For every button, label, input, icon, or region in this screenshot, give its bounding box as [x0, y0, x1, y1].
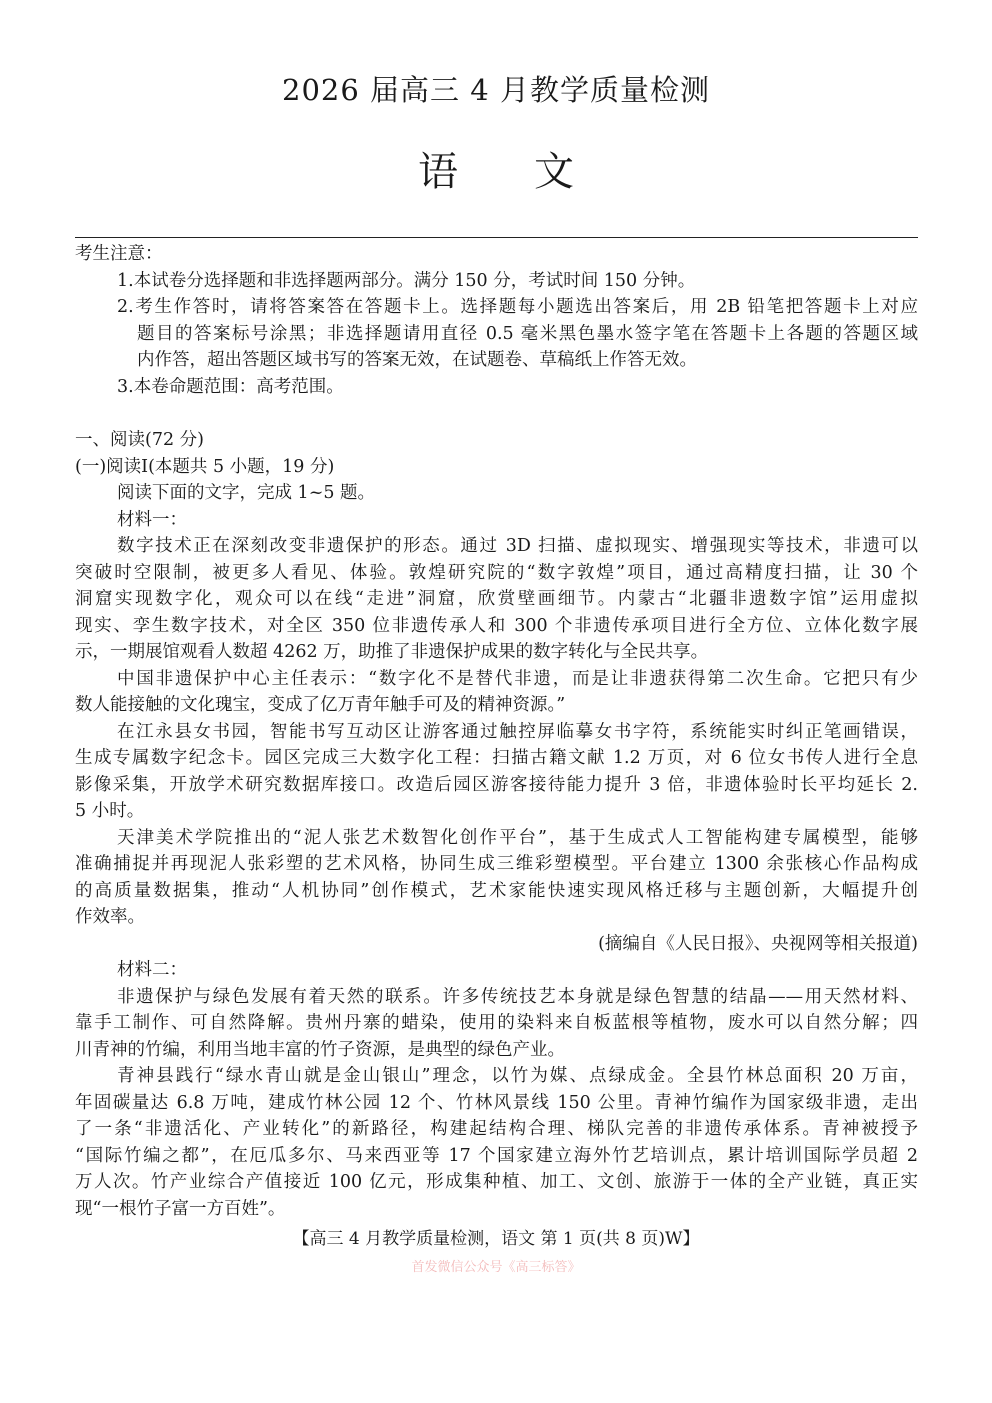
- document-body: [75, 241, 918, 1222]
- subject-char: 语: [418, 149, 458, 195]
- material2-label: 材料二：: [117, 960, 187, 980]
- text-line: 5 小时。: [75, 801, 145, 821]
- section-heading: 一、阅读(72 分): [75, 430, 204, 450]
- text-line: 洞窟实现数字化，观众可以在线“走进”洞窟，欣赏壁画细节。内蒙古“北疆非遗数字馆”运用虚拟: [75, 589, 918, 609]
- material1-label: 材料一：: [117, 509, 187, 530]
- exam-title: 2026 届高三 4 月教学质量检测: [282, 73, 710, 107]
- text-line: 川青神的竹编，利用当地丰富的竹子资源，是典型的绿色产业。: [75, 1039, 565, 1060]
- text-line: 影像采集，开放学术研究数据库接口。改造后园区游客接待能力提升 3 倍，非遗体验时长平均延长 2.: [75, 774, 918, 795]
- text-line: 年固碳量达 6.8 万吨，建成竹林公园 12 个、竹林风景线 150 公里。青神竹编作为国家级非遗，走出: [75, 1092, 918, 1113]
- paragraph: [75, 719, 918, 825]
- text-line: 青神县践行“绿水青山就是金山银山”理念，以竹为媒、点绿成金。全县竹林总面积 20 万亩，: [117, 1066, 918, 1086]
- text-line: 数字技术正在深刻改变非遗保护的形态。通过 3D 扫描、虚拟现实、增强现实等技术，非遗可以: [117, 536, 918, 556]
- paragraph: [75, 268, 918, 295]
- text-line: 靠手工制作、可自然降解。贵州丹寨的蜡染，使用的染料来自板蓝根等植物，废水可以自然分解；四: [75, 1013, 918, 1033]
- text-line: 万人次。竹产业综合产值接近 100 亿元，形成集种植、加工、文创、旅游于一体的全产业链，真正实: [75, 1172, 918, 1192]
- watermark: 首发微信公众号《高三标答》: [411, 1260, 581, 1275]
- text-line: 准确捕捉并再现泥人张彩塑的艺术风格，协同生成三维彩塑模型。平台建立 1300 余张核心作品构成: [75, 854, 918, 874]
- material1: [75, 533, 918, 931]
- subject-char: 文: [534, 149, 574, 195]
- subject-title: [0, 140, 992, 197]
- text-line: 3.本卷命题范围：高考范围。: [117, 376, 344, 397]
- text-line: 数人能接触的文化瑰宝，变成了亿万青年触手可及的精神资源。”: [75, 695, 566, 715]
- text-line: 中国非遗保护中心主任表示：“数字化不是替代非遗，而是让非遗获得第二次生命。它把只有少: [117, 668, 918, 689]
- paragraph: [75, 825, 918, 931]
- text-line: 题目的答案标号涂黑；非选择题请用直径 0.5 毫米黑色墨水签字笔在答题卡上各题的答题区域: [137, 323, 918, 344]
- text-line: 的高质量数据集，推动“人机协同”创作模式，艺术家能快速实现风格迁移与主题创新，大幅提升创: [75, 880, 918, 901]
- material1-source: (摘编自《人民日报》、央视网等相关报道): [598, 933, 918, 954]
- instruction: 阅读下面的文字，完成 1~5 题。: [117, 483, 376, 503]
- text-line: 生成专属数字纪念卡。园区完成三大数字化工程：扫描古籍文献 1.2 万页，对 6 位女书传人进行全息: [75, 748, 918, 768]
- text-line: 了一条“非遗活化、产业转化”的新路径，构建起结构合理、梯队完善的非遗传承体系。青神被授予: [75, 1119, 918, 1139]
- notice-list: [75, 268, 918, 401]
- text-line: 现“一根竹子富一方百姓”。: [75, 1198, 286, 1219]
- text-line: 天津美术学院推出的“泥人张艺术数智化创作平台”，基于生成式人工智能构建专属模型，能够: [117, 827, 918, 848]
- notice-heading: 考生注意：: [75, 244, 163, 264]
- text-line: 现实、孪生数字技术，对全区 350 位非遗传承人和 300 个非遗传承项目进行全方位、立体化数字展: [75, 615, 918, 636]
- text-line: 示，一期展馆观看人数超 4262 万，助推了非遗保护成果的数字转化与全民共享。: [75, 642, 709, 662]
- paragraph: [75, 533, 918, 666]
- text-line: 内作答，超出答题区域书写的答案无效，在试题卷、草稿纸上作答无效。: [137, 350, 697, 370]
- text-line: 2.考生作答时，请将答案答在答题卡上。选择题每小题选出答案后，用 2B 铅笔把答题卡上对应: [117, 297, 918, 317]
- paragraph: [75, 374, 918, 401]
- page-footer: 【高三 4 月教学质量检测，语文 第 1 页(共 8 页)W】: [292, 1229, 700, 1249]
- paragraph: [75, 666, 918, 719]
- text-line: 突破时空限制，被更多人看见、体验。敦煌研究院的“数字敦煌”项目，通过高精度扫描，让 30 个: [75, 562, 918, 583]
- text-line: 1.本试卷分选择题和非选择题两部分。满分 150 分，考试时间 150 分钟。: [117, 270, 696, 291]
- subsection-heading: (一)阅读Ⅰ(本题共 5 小题，19 分): [75, 456, 335, 477]
- text-line: 作效率。: [75, 907, 145, 927]
- paragraph: [75, 1063, 918, 1222]
- text-line: “国际竹编之都”，在厄瓜多尔、马来西亚等 17 个国家建立海外竹艺培训点，累计培训国际学员超 2: [75, 1145, 918, 1166]
- material2: [75, 984, 918, 1223]
- paragraph: [75, 984, 918, 1064]
- text-line: 在江永县女书园，智能书写互动区让游客通过触控屏临摹女书字符，系统能实时纠正笔画错误，: [117, 721, 918, 742]
- text-line: 非遗保护与绿色发展有着天然的联系。许多传统技艺本身就是绿色智慧的结晶——用天然材料、: [117, 986, 918, 1007]
- header-divider: [75, 237, 918, 238]
- paragraph: [75, 294, 918, 374]
